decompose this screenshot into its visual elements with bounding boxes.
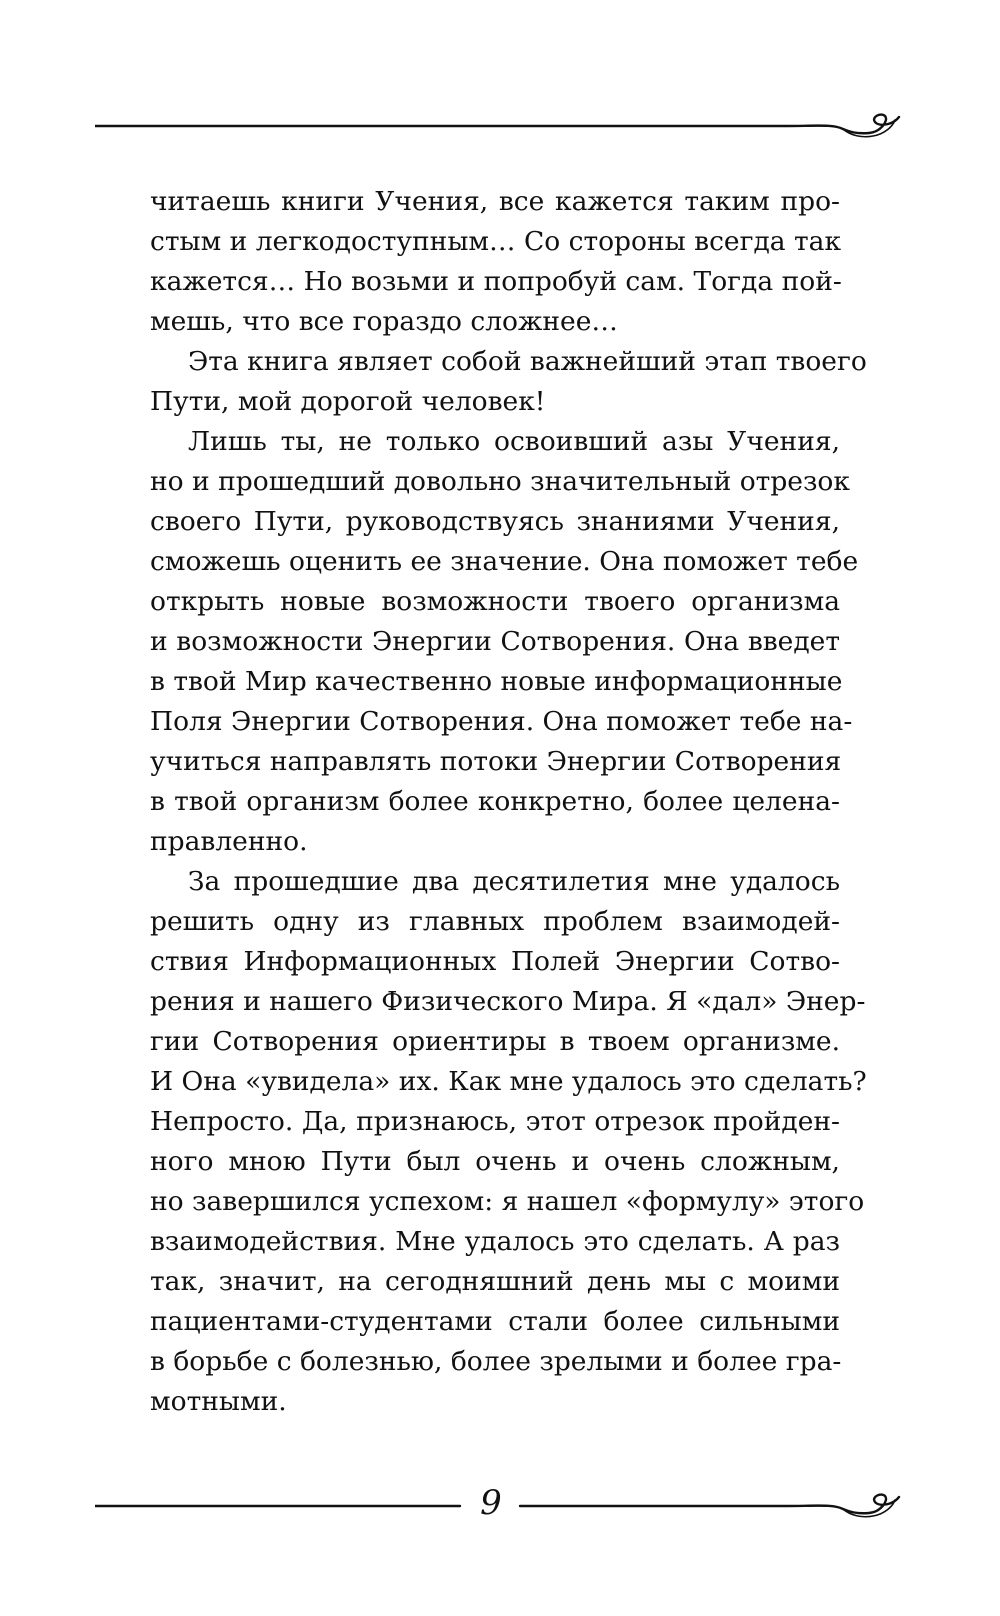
text-line: мешь, что все гораздо сложнее… [150, 306, 618, 337]
text-line: в твой Мир качественно новые информационные [150, 666, 843, 697]
text-line: пациентами-студентами стали более сильными [150, 1306, 840, 1337]
text-line: рения и нашего Физического Мира. Я «дал» Энер- [150, 986, 866, 1017]
text-line: решить одну из главных проблем взаимодей- [150, 906, 840, 937]
page-number: 9 [470, 1482, 512, 1524]
text-line: но и прошедший довольно значительный отрезок [150, 466, 850, 497]
text-line: в твой организм более конкретно, более целена- [150, 786, 840, 817]
text-line: взаимодействия. Мне удалось это сделать. А раз [150, 1226, 840, 1257]
page-body-text [150, 182, 867, 1422]
text-line: но завершился успехом: я нашел «формулу» этого [150, 1186, 865, 1217]
text-line: читаешь книги Учения, все кажется таким про- [150, 186, 840, 217]
top-ornamental-rule [95, 108, 915, 148]
paragraph [150, 342, 867, 422]
text-line: ного мною Пути был очень и очень сложным, [150, 1146, 840, 1177]
text-line: За прошедшие два десятилетия мне удалось [188, 866, 840, 897]
text-line: И Она «увидела» их. Как мне удалось это сделать? [150, 1066, 867, 1097]
text-line: мотными. [150, 1386, 287, 1417]
text-line: Поля Энергии Сотворения. Она поможет тебе на- [150, 706, 853, 737]
text-line: открыть новые возможности твоего организма [150, 586, 840, 617]
text-line: кажется… Но возьми и попробуй сам. Тогда пой- [150, 266, 842, 297]
text-line: Эта книга являет собой важнейший этап твоего [188, 346, 867, 377]
text-line: и возможности Энергии Сотворения. Она введет [150, 626, 840, 657]
text-line: гии Сотворения ориентиры в твоем организме. [150, 1026, 840, 1057]
text-line: правленно. [150, 826, 308, 857]
text-line: Непросто. Да, признаюсь, этот отрезок пройден- [150, 1106, 840, 1137]
text-line: стым и легкодоступным… Со стороны всегда так [150, 226, 842, 257]
paragraph [150, 422, 859, 862]
text-line: Лишь ты, не только освоивший азы Учения, [188, 426, 840, 457]
paragraph [150, 862, 867, 1422]
text-line: сможешь оценить ее значение. Она поможет тебе [150, 546, 859, 577]
top-flourish-icon [95, 108, 915, 148]
text-line: так, значит, на сегодняшний день мы с моими [150, 1266, 840, 1297]
text-line: в борьбе с болезнью, более зрелыми и более гра- [150, 1346, 842, 1377]
text-line: ствия Информационных Полей Энергии Сотво- [150, 946, 840, 977]
paragraph [150, 182, 840, 342]
text-line: учиться направлять потоки Энергии Сотворения [150, 746, 842, 777]
text-line: Пути, мой дорогой человек! [150, 386, 546, 417]
text-line: своего Пути, руководствуясь знаниями Учения, [150, 506, 840, 537]
